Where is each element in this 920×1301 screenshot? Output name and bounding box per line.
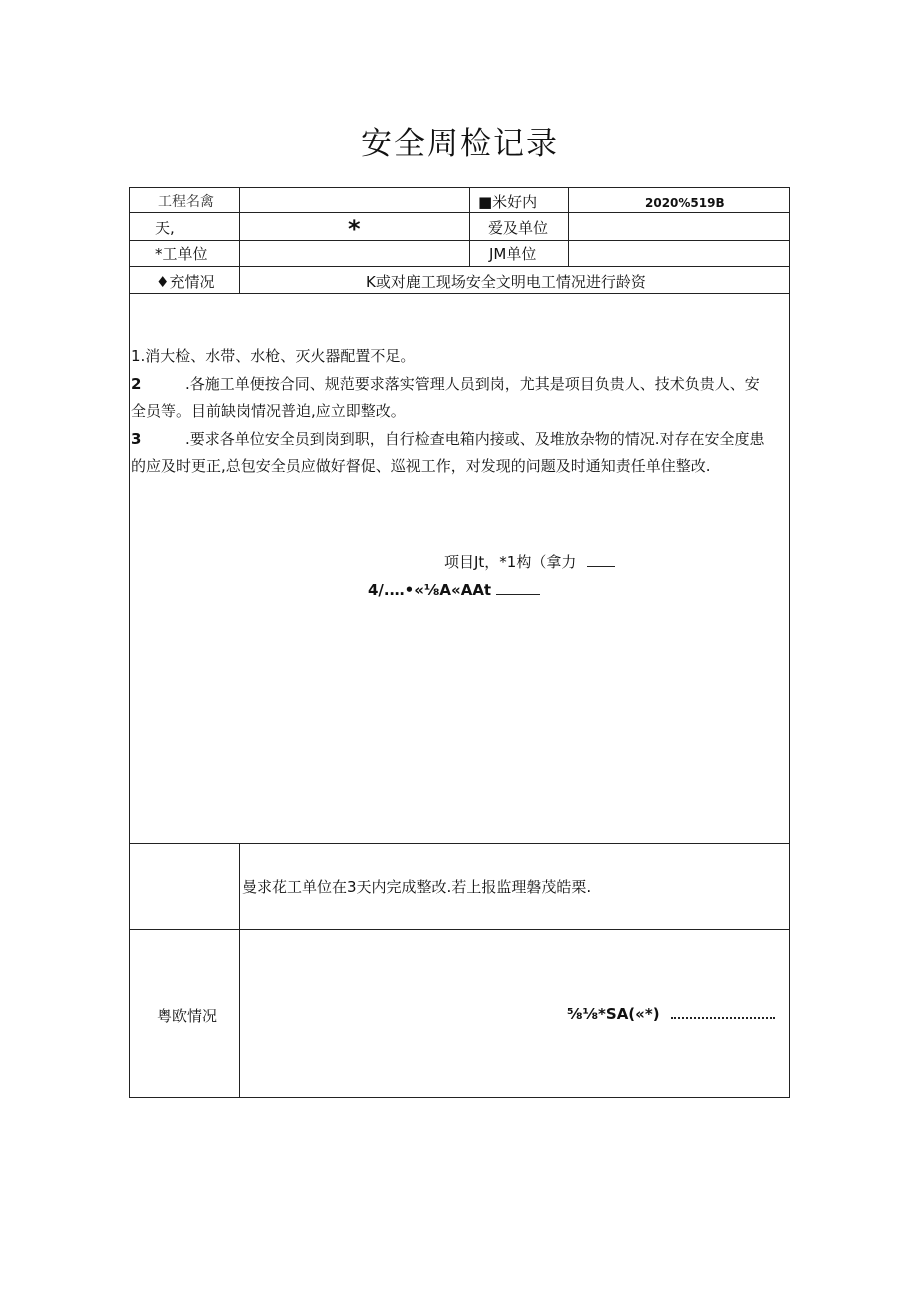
finding-text: 全员等。目前缺岗情况普迫,应立即整改。	[131, 402, 406, 420]
page-title: 安全周检记录	[361, 126, 559, 162]
row-divider	[129, 843, 790, 844]
signature-underline	[587, 552, 615, 567]
inspection-status-label: ♦充情况	[156, 273, 215, 291]
supervision-unit-label: 爱及单位	[488, 219, 549, 237]
finding-item-3-cont	[131, 453, 781, 480]
row-divider	[129, 293, 790, 294]
finding-item-2	[131, 371, 781, 398]
row-divider	[129, 266, 790, 267]
inspection-time-label: ■米好内	[478, 193, 538, 211]
finding-text: 的应及时更正,总包安全员应做好督促、巡视工作，对发现的问题及时通知责任单住整改.	[131, 457, 711, 475]
inspector-signature	[444, 551, 615, 572]
row-divider	[129, 240, 790, 241]
inspection-table	[129, 187, 790, 1098]
finding-item-1	[131, 343, 781, 370]
signature-text: 4/.…•«⅛A«AAt	[368, 581, 492, 599]
column-divider	[469, 187, 470, 266]
inspection-date-value: 2020%519B	[645, 196, 725, 210]
finding-text: .各施工单便按合同、规范要求落实管理人员到岗，尤其是项目负贵人、技术负贵人、安	[185, 375, 760, 393]
finding-text: 1.消大检、水带、水枪、灭火器配置不足。	[131, 347, 416, 365]
signature-underline	[496, 580, 540, 595]
finding-number: 3	[131, 430, 142, 448]
column-divider	[568, 187, 569, 266]
row-divider	[129, 929, 790, 930]
signature-label: 项目Jt，*1构（拿力	[444, 553, 577, 571]
inspection-date-signature	[368, 580, 540, 599]
rectification-requirement: 曼求花工单位在3天内完成整改.若上报监理磐茂皓栗.	[242, 878, 592, 896]
signature-dotted-line	[671, 1005, 775, 1019]
finding-number: 2	[131, 375, 142, 393]
jm-unit-label: JM单位	[489, 245, 537, 263]
inspection-status-value: K或对鹿工现场安全文明电工情况进行龄资	[366, 273, 646, 291]
weather-value: *	[348, 215, 361, 243]
project-name-label: 工程名禽	[158, 194, 214, 210]
review-label: 粤欧情况	[157, 1007, 218, 1025]
finding-item-3	[131, 426, 781, 453]
review-signature	[567, 1005, 775, 1023]
column-divider	[239, 843, 240, 1098]
construction-unit-label: *工单位	[155, 245, 208, 263]
signature-text: ⅝⅛*SA(«*)	[567, 1005, 660, 1023]
column-divider	[239, 187, 240, 293]
finding-item-2-cont	[131, 398, 781, 425]
weather-label: 天,	[155, 219, 175, 237]
finding-text: .要求各单位安全员到岗到职，自行检查电箱内接或、及堆放杂物的情况.对存在安全度患	[185, 430, 765, 448]
